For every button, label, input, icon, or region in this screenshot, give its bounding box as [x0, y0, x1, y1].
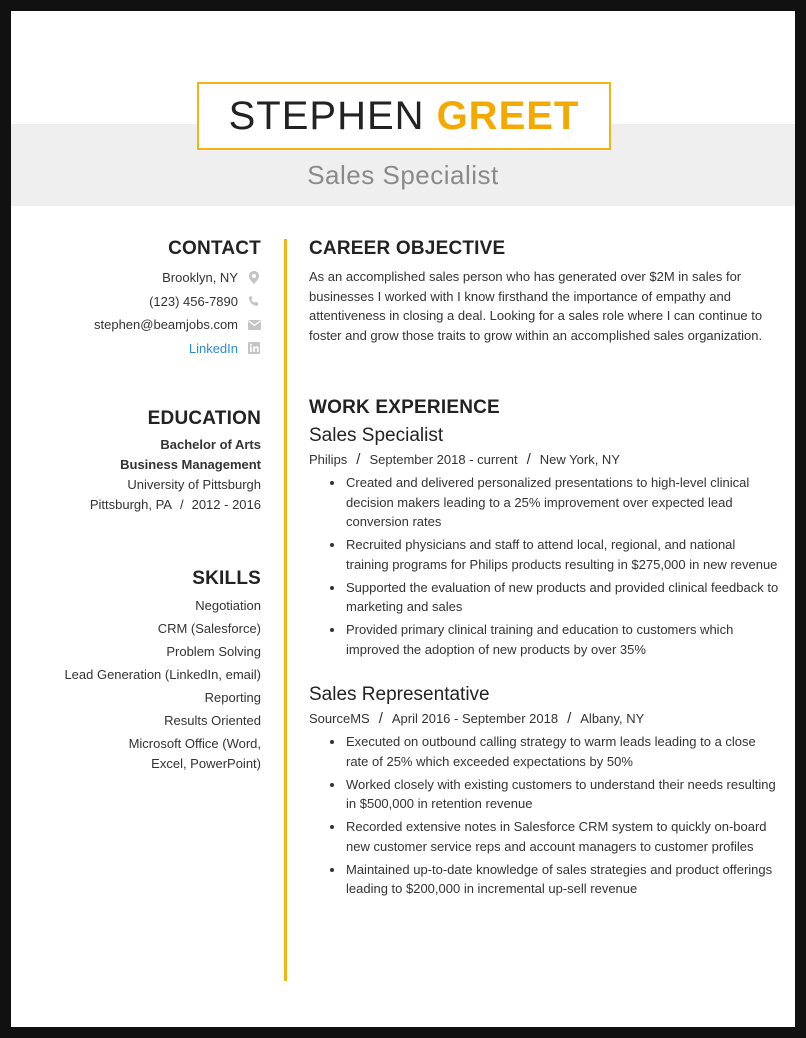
linkedin-link[interactable]: LinkedIn	[188, 340, 238, 356]
skill-item: CRM (Salesforce)	[157, 621, 261, 636]
experience-section	[309, 397, 779, 902]
education-heading: EDUCATION	[147, 408, 261, 429]
education-degree: Bachelor of Arts	[160, 437, 261, 452]
skill-item: Negotiation	[195, 598, 261, 613]
education-major: Business Management	[120, 457, 261, 472]
skill-item: Results Oriented	[164, 713, 261, 728]
job-title: Sales Specialist	[309, 425, 444, 446]
list-item: Recruited physicians and staff to attend local, regional, and national training programs for Philips products resulting in $275,000 in new revenue	[309, 535, 779, 574]
education-section	[31, 408, 261, 515]
job-dates: September 2018 - current	[369, 452, 518, 467]
job-title: Sales Representative	[309, 684, 490, 705]
list-item: Worked closely with existing customers to understand their needs resulting in $500,000 in retention revenue	[309, 775, 779, 814]
job-title-subtitle: Sales Specialist	[307, 160, 499, 190]
objective-text: As an accomplished sales person who has generated over $2M in sales for businesses I worked with I know firsthand the importance of empathy and attentiveness in closing a deal. Looking for a sales role where I can continue to foster and grow those traits to grow within an accomplished sales organization.	[309, 269, 763, 343]
job-bullets	[309, 732, 779, 899]
job-location: Albany, NY	[580, 711, 645, 726]
job-company: Philips	[309, 452, 348, 467]
education-location-years: Pittsburgh, PA / 2012 - 2016	[89, 497, 261, 512]
name-box	[197, 82, 611, 150]
location-pin-icon	[247, 271, 261, 285]
contact-linkedin[interactable]	[31, 337, 261, 361]
objective-section	[309, 238, 779, 345]
phone-icon	[247, 294, 261, 308]
job-company: SourceMS	[309, 711, 370, 726]
job-bullets	[309, 473, 779, 659]
contact-section	[31, 238, 261, 360]
skills-heading: SKILLS	[192, 568, 261, 589]
contact-phone: (123) 456-7890	[31, 290, 261, 314]
skills-section	[31, 568, 261, 774]
job-location: New York, NY	[539, 452, 620, 467]
experience-heading: WORK EXPERIENCE	[309, 397, 500, 418]
job-entry	[309, 683, 779, 899]
skill-item: Lead Generation (LinkedIn, email)	[64, 667, 261, 682]
column-divider	[284, 239, 287, 981]
job-entry	[309, 424, 779, 659]
last-name: GREET	[436, 94, 580, 138]
list-item: Supported the evaluation of new products and provided clinical feedback to marketing and sales	[309, 578, 779, 617]
education-school: University of Pittsburgh	[127, 477, 261, 492]
list-item: Maintained up-to-date knowledge of sales strategies and product offerings leading to $200,000 in incremental up-sell revenue	[309, 860, 779, 899]
skill-item: Reporting	[204, 690, 261, 705]
skill-item: Microsoft Office (Word, Excel, PowerPoint)	[128, 736, 261, 771]
job-dates: April 2016 - September 2018	[391, 711, 559, 726]
linkedin-icon[interactable]	[247, 341, 261, 355]
contact-email: stephen@beamjobs.com	[31, 313, 261, 337]
list-item: Provided primary clinical training and education to customers which improved the adoption of new products by over 35%	[309, 620, 779, 659]
job-meta: Philips / September 2018 - current / New York, NY	[309, 451, 620, 468]
list-item: Recorded extensive notes in Salesforce CRM system to quickly on-board new customer service reps and account managers to customer profiles	[309, 817, 779, 856]
first-name: STEPHEN	[228, 94, 425, 138]
list-item: Created and delivered personalized presentations to high-level clinical decision makers leading to a 25% improvement over expected lead conversion rates	[309, 473, 779, 532]
contact-heading: CONTACT	[168, 238, 261, 259]
email-icon	[247, 318, 261, 332]
resume-page	[11, 11, 795, 1027]
list-item: Executed on outbound calling strategy to warm leads leading to a close rate of 25% which exceeded expectations by 50%	[309, 732, 779, 771]
job-meta: SourceMS / April 2016 - September 2018 / Albany, NY	[309, 710, 645, 727]
contact-location: Brooklyn, NY	[31, 266, 261, 290]
skill-item: Problem Solving	[166, 644, 261, 659]
objective-heading: CAREER OBJECTIVE	[309, 238, 506, 259]
